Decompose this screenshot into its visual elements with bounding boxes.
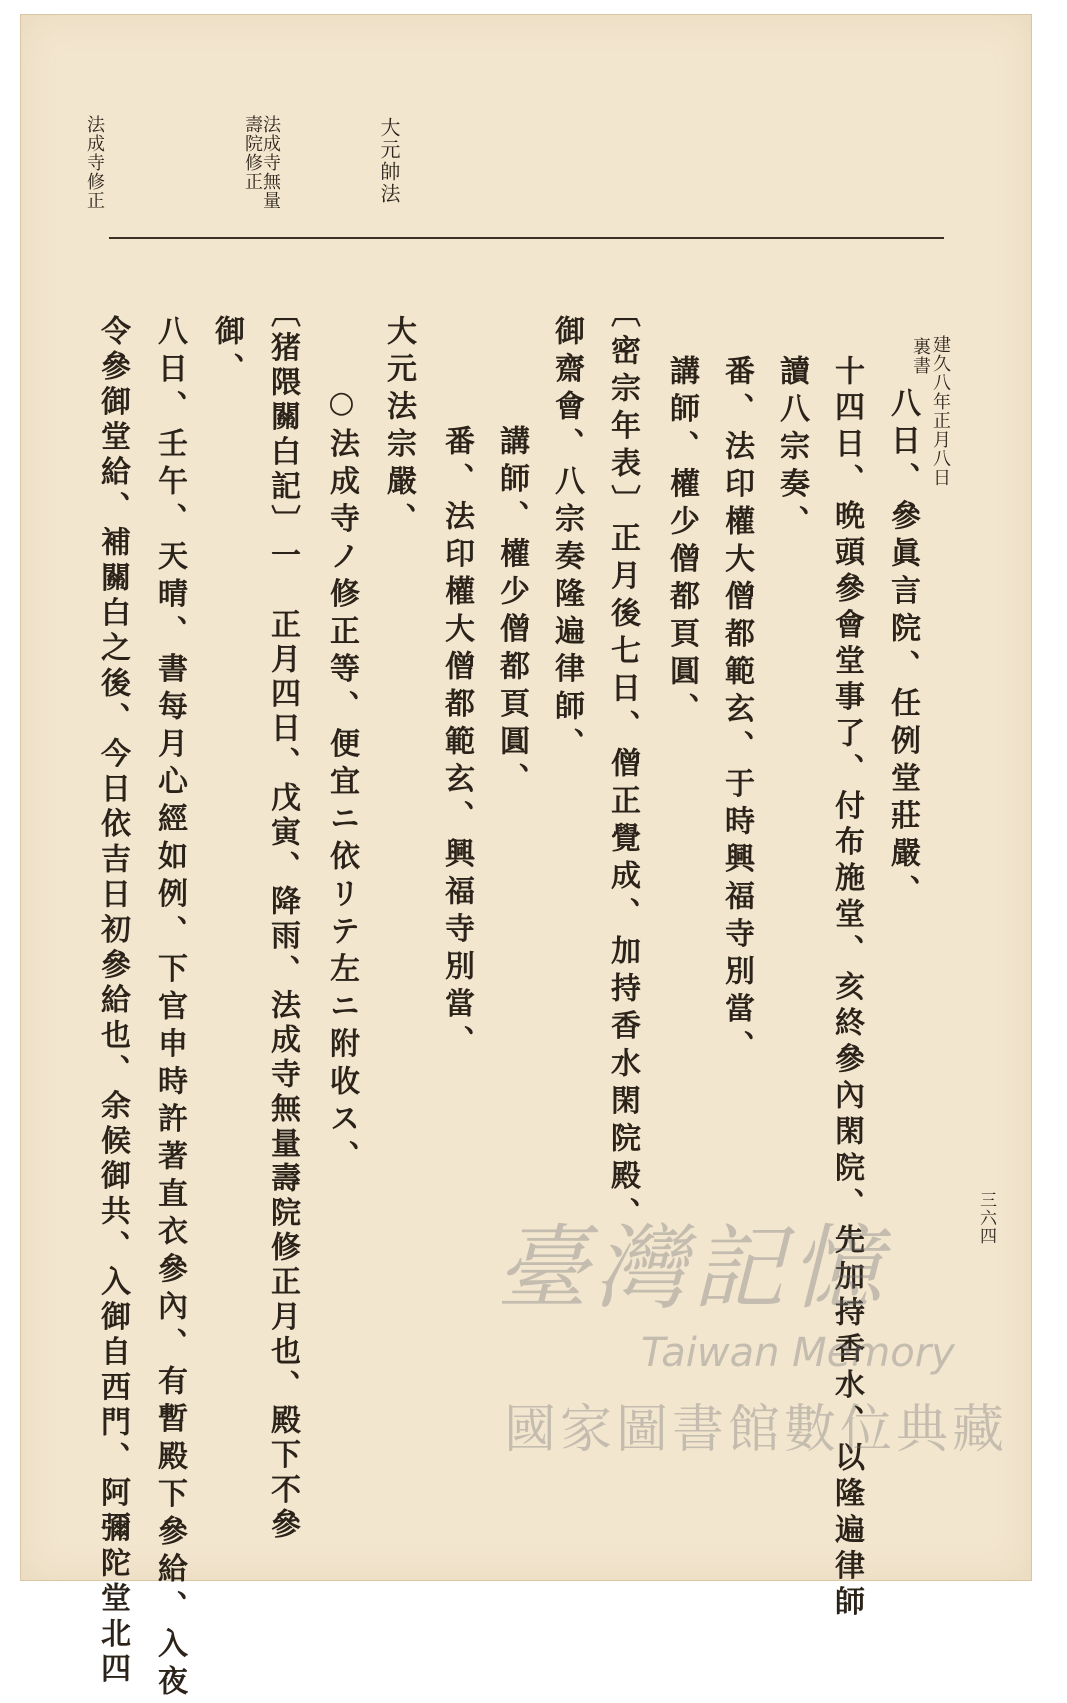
column-text-2: 十四日、晩頭參會堂事了、付布施堂、亥終參內閑院、先加持香水、以隆遍律師 bbox=[829, 355, 864, 1622]
header-note-hojoji-muryojuin: 法成寺無量壽院修正 bbox=[242, 115, 281, 210]
header-rule bbox=[109, 237, 944, 239]
watermark-chinese: 國家圖書館數位典藏 bbox=[504, 1400, 1009, 1460]
column-text-12: 〔猪隈關白記〕一 正月四日、戊寅、降雨、法成寺無量壽院修正月也、殿下不參 bbox=[265, 297, 300, 1543]
column-text-1: 八日、參眞言院、任例堂莊嚴、 bbox=[885, 387, 920, 912]
column-urasho: 裏書 bbox=[910, 337, 931, 375]
column-text-7: 御齋會、八宗奏隆遍律師、 bbox=[549, 315, 584, 765]
column-text-15: 令參御堂給、補關白之後、今日依吉日初參給也、余候御共、入御自西門、阿彌陀堂北四 bbox=[95, 315, 130, 1688]
column-text-5: 講師、權少僧都頁圓、 bbox=[664, 355, 699, 730]
column-text-14: 八日、壬午、天晴、書每月心經如例、下官申時許著直衣參內、有暫殿下參給、入夜 bbox=[152, 315, 187, 1703]
watermark-english: Taiwan Memory bbox=[641, 1330, 955, 1376]
column-text-4: 番、法印權大僧都範玄、于時興福寺別當、 bbox=[719, 355, 754, 1068]
column-date: 建久八年正月八日 bbox=[930, 335, 951, 487]
header-note-hojoji-shusho: 法成寺修正 bbox=[84, 115, 105, 210]
column-text-3: 讀八宗奏、 bbox=[774, 355, 809, 543]
column-text-8: 講師、權少僧都頁圓、 bbox=[494, 425, 529, 800]
column-text-13: 御、 bbox=[209, 315, 244, 390]
page-number: 三六四 bbox=[976, 1191, 996, 1245]
document-page bbox=[20, 14, 1032, 1703]
watermark-calligraphy: 臺灣記憶 bbox=[496, 1215, 889, 1322]
column-text-9: 番、法印權大僧都範玄、興福寺別當、 bbox=[439, 425, 474, 1063]
column-text-6: 〔密宗年表〕正月後七日、僧正覺成、加持香水閑院殿、 bbox=[605, 297, 640, 1235]
column-text-11: ○法成寺ノ修正等、便宜ニ依リテ左ニ附收ス、 bbox=[324, 385, 359, 1178]
column-text-10: 大元法宗嚴、 bbox=[381, 315, 416, 540]
header-note-daigensuiho: 大元帥法 bbox=[377, 117, 401, 205]
